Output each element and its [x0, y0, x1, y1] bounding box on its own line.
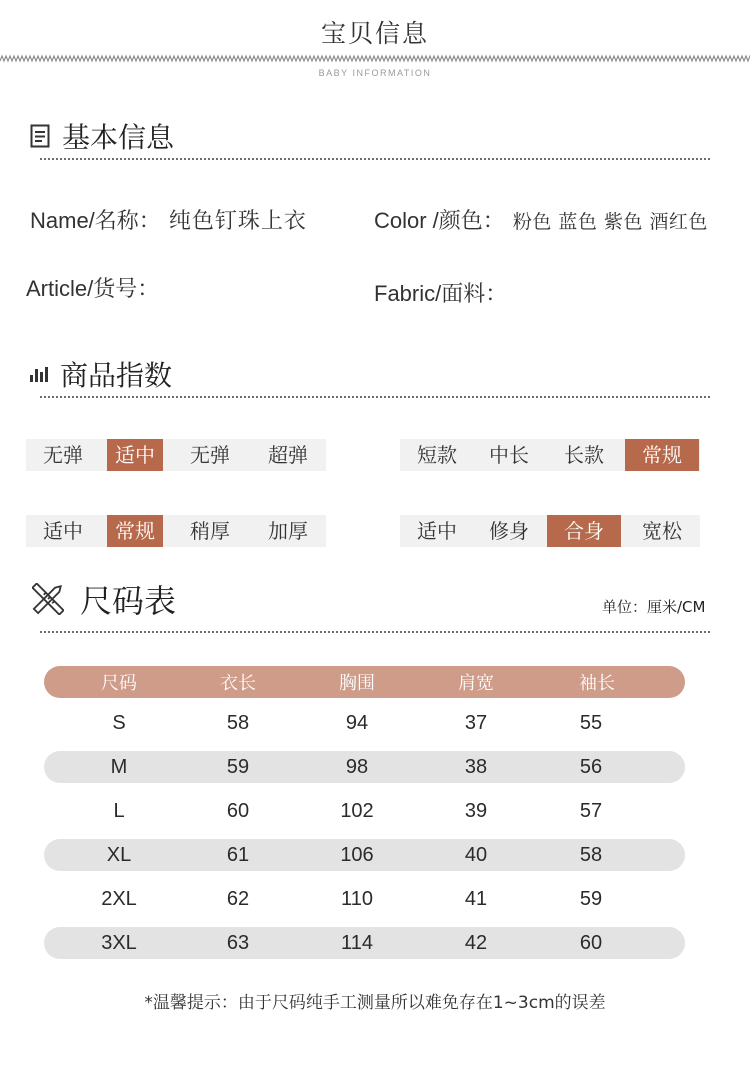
- table-cell: 2XL: [101, 887, 137, 910]
- table-cell: 98: [345, 755, 369, 778]
- document-list-icon: [30, 124, 50, 148]
- table-cell: 39: [464, 799, 488, 822]
- table-cell: 60: [579, 931, 603, 954]
- section-size-title: 尺码表: [80, 582, 177, 620]
- table-cell: 62: [226, 887, 250, 910]
- table-cell: M: [110, 755, 128, 778]
- section-index-title: 商品指数: [60, 359, 173, 392]
- index-option: 加厚: [268, 519, 308, 543]
- name-value: 纯色钉珠上衣: [168, 209, 307, 234]
- measurement-tip: *温馨提示：由于尺码纯手工测量所以难免存在1~3cm的误差: [144, 993, 606, 1013]
- info-name: [30, 204, 307, 235]
- section-size-heading: [32, 576, 176, 622]
- dotted-divider: [40, 631, 710, 633]
- index-option: 修身: [489, 519, 529, 543]
- table-cell: 41: [464, 887, 488, 910]
- table-row: [44, 927, 685, 959]
- index-option: 合身: [547, 515, 621, 547]
- column-header: 衣长: [220, 673, 256, 693]
- table-cell: 102: [340, 799, 374, 822]
- index-option: 宽松: [642, 519, 682, 543]
- color-value: 粉色 蓝色 紫色 酒红色: [512, 211, 708, 233]
- table-cell: 3XL: [101, 931, 137, 954]
- table-cell: 37: [464, 711, 488, 734]
- article-label: Article/货号：: [26, 276, 160, 301]
- index-option: 无弹: [43, 443, 83, 467]
- section-basic-title: 基本信息: [62, 121, 175, 154]
- info-color: [374, 204, 708, 235]
- table-cell: 59: [579, 887, 603, 910]
- index-option: 常规: [625, 439, 699, 471]
- table-cell: 114: [341, 931, 373, 954]
- table-cell: XL: [106, 843, 132, 866]
- table-cell: 55: [579, 711, 603, 734]
- table-cell: 94: [345, 711, 369, 734]
- column-header: 肩宽: [458, 673, 494, 693]
- zigzag-divider: [0, 54, 750, 64]
- index-option: 常规: [107, 515, 163, 547]
- table-cell: L: [113, 799, 125, 822]
- index-strip-elasticity: [26, 439, 326, 471]
- table-cell: 58: [579, 843, 603, 866]
- index-strip-fit: [400, 515, 700, 547]
- color-label: Color /颜色：: [374, 208, 505, 233]
- index-option: 无弹: [190, 443, 230, 467]
- table-row: [44, 707, 685, 739]
- table-cell: 58: [226, 711, 250, 734]
- index-option: 适中: [43, 519, 83, 543]
- table-cell: 106: [340, 843, 374, 866]
- column-header: 袖长: [579, 673, 615, 693]
- index-option: 短款: [417, 443, 457, 467]
- name-label: Name/名称：: [30, 208, 161, 233]
- index-option: 长款: [564, 443, 604, 467]
- info-fabric: [374, 277, 515, 308]
- column-header: 尺码: [101, 673, 137, 693]
- table-cell: S: [112, 711, 126, 734]
- table-cell: 59: [226, 755, 250, 778]
- index-option: 中长: [489, 443, 529, 467]
- table-row: [44, 751, 685, 783]
- dotted-divider: [40, 158, 710, 160]
- index-option: 稍厚: [190, 519, 230, 543]
- ruler-pencil-icon: [32, 583, 64, 615]
- index-option: 适中: [417, 519, 457, 543]
- page-title: 宝贝信息: [320, 19, 429, 48]
- index-strip-thickness: [26, 515, 326, 547]
- table-cell: 60: [226, 799, 250, 822]
- table-cell: 40: [464, 843, 488, 866]
- index-strip-length: [400, 439, 700, 471]
- bar-chart-icon: [30, 366, 48, 382]
- section-index-heading: [30, 354, 172, 394]
- unit-label: 单位：厘米/CM: [602, 598, 706, 616]
- table-cell: 110: [341, 887, 373, 910]
- index-option: 超弹: [268, 443, 308, 467]
- table-row: [44, 839, 685, 871]
- table-cell: 38: [464, 755, 488, 778]
- table-row: [44, 795, 685, 827]
- table-cell: 63: [226, 931, 250, 954]
- dotted-divider: [40, 396, 710, 398]
- table-cell: 42: [464, 931, 488, 954]
- table-cell: 61: [226, 843, 250, 866]
- info-article: [26, 272, 167, 303]
- table-cell: 56: [579, 755, 603, 778]
- table-row: [44, 883, 685, 915]
- section-basic-heading: [30, 116, 174, 156]
- column-header: 胸围: [339, 673, 375, 693]
- size-table-header: [44, 666, 685, 698]
- table-cell: 57: [579, 799, 603, 822]
- fabric-label: Fabric/面料：: [374, 281, 508, 306]
- page-subtitle: BABY INFORMATION: [318, 68, 432, 78]
- index-option: 适中: [107, 439, 163, 471]
